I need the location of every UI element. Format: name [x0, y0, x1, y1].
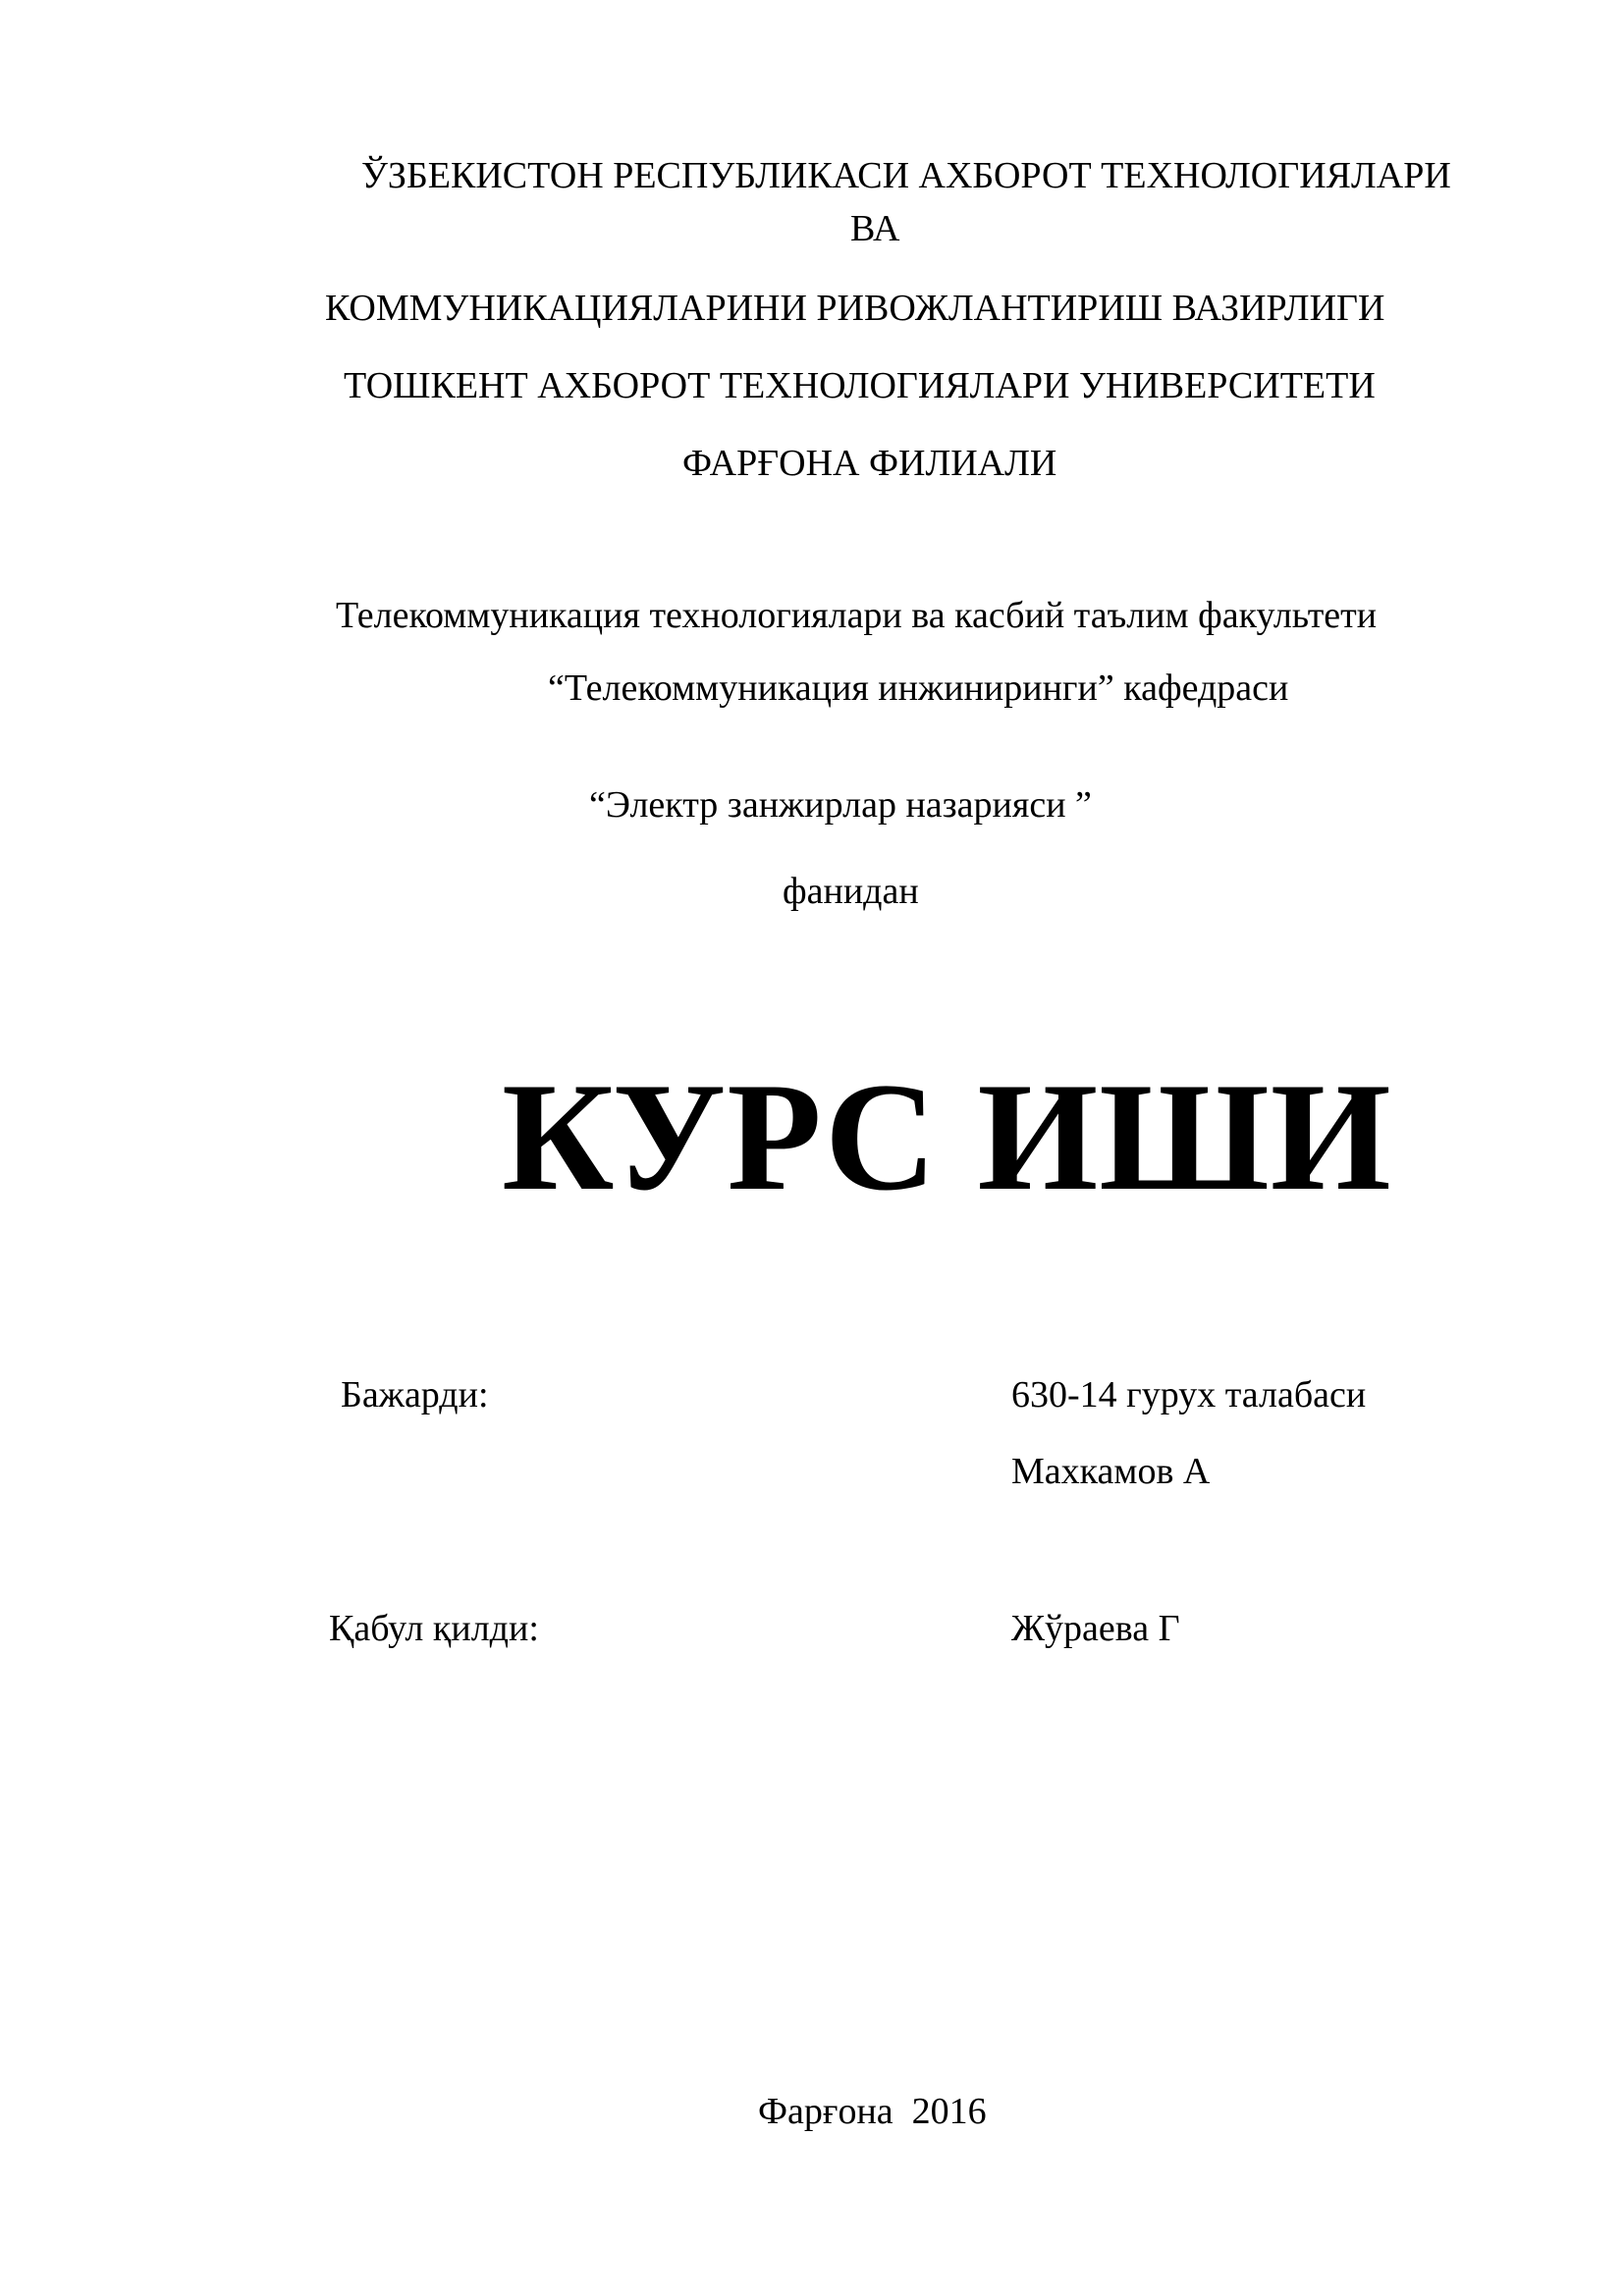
- subject-suffix: фанидан: [783, 871, 919, 912]
- city-year: Фарғона 2016: [758, 2091, 987, 2132]
- performed-label: Бажарди:: [341, 1374, 489, 1415]
- document-title: КУРС ИШИ: [502, 1051, 1392, 1223]
- university-name: ТОШКЕНТ АХБОРОТ ТЕХНОЛОГИЯЛАРИ УНИВЕРСИТЕТИ: [344, 365, 1376, 406]
- ministry-line-1: ЎЗБЕКИСТОН РЕСПУБЛИКАСИ АХБОРОТ ТЕХНОЛОГИЯЛАРИ: [361, 155, 1451, 196]
- student-group: 630-14 гурух талабаси: [1011, 1374, 1367, 1415]
- subject-name: “Электр занжирлар назарияси ”: [589, 784, 1092, 826]
- branch-name: ФАРҒОНА ФИЛИАЛИ: [682, 443, 1057, 484]
- faculty-name: Телекоммуникация технологиялари ва касбий таълим факультети: [336, 595, 1378, 636]
- student-name: Махкамов А: [1011, 1451, 1211, 1492]
- ministry-line-2: ВА: [850, 208, 900, 249]
- ministry-line-3: КОММУНИКАЦИЯЛАРИНИ РИВОЖЛАНТИРИШ ВАЗИРЛИГИ: [325, 288, 1385, 329]
- teacher-name: Жўраева Г: [1011, 1608, 1180, 1649]
- accepted-label: Қабул қилди:: [329, 1608, 539, 1649]
- department-name: “Телекоммуникация инжиниринги” кафедраси: [548, 667, 1289, 709]
